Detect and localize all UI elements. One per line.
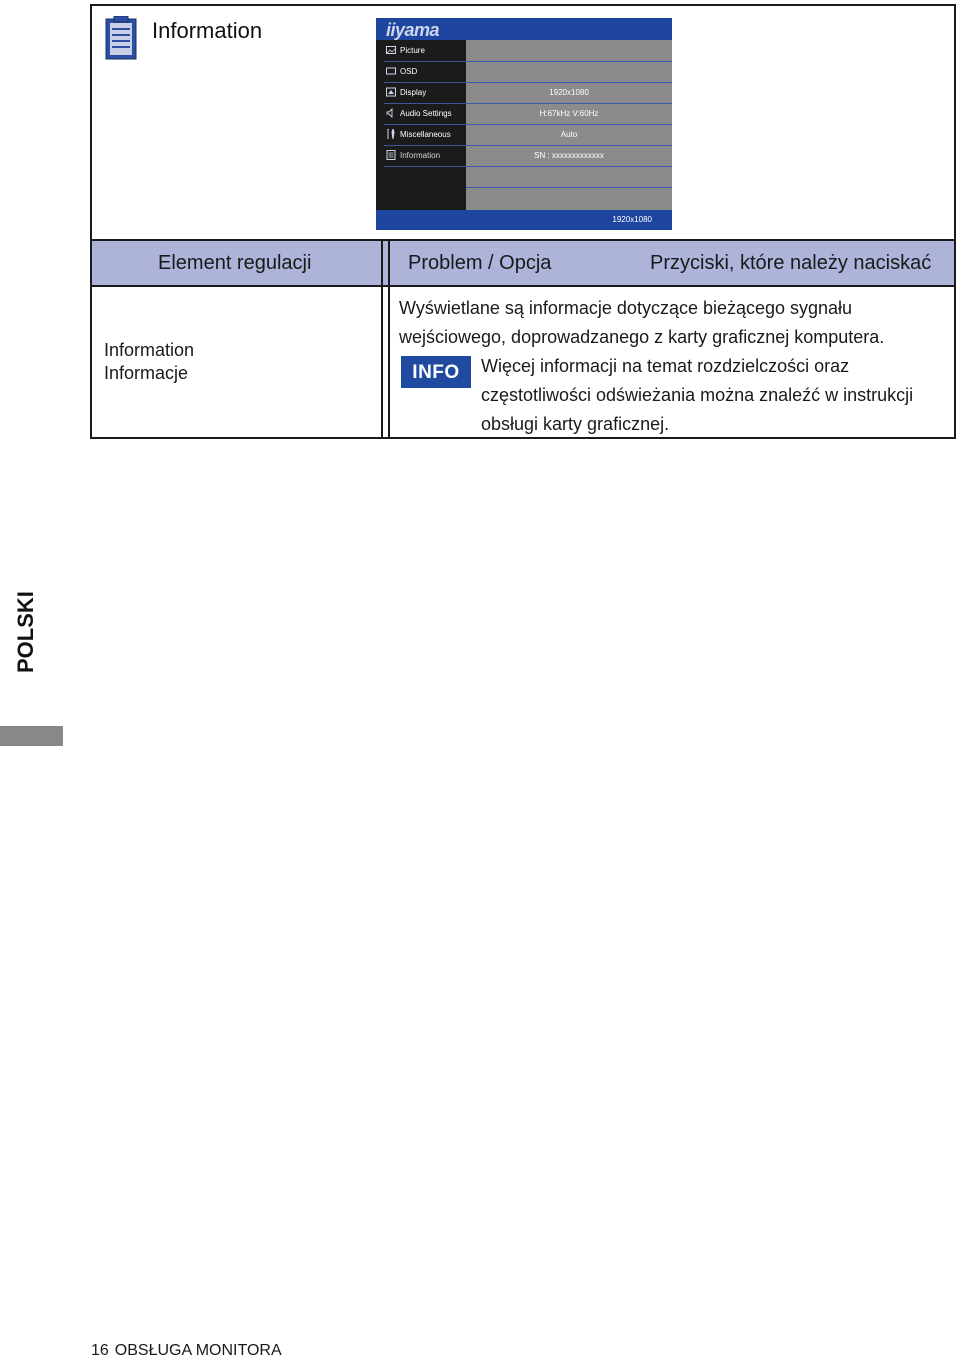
osd-menu-value: Auto	[560, 130, 578, 139]
column-header-problem: Problem / Opcja	[408, 252, 552, 274]
osd-menu-item-audio-settings	[376, 103, 672, 124]
picture-icon	[386, 45, 396, 55]
page-number: 16	[91, 1342, 109, 1359]
osd-divider	[466, 187, 672, 188]
document-icon	[105, 16, 137, 60]
osd-menu-value: 1920x1080	[549, 88, 589, 97]
table-cell-description	[399, 294, 951, 352]
osd-divider	[466, 166, 672, 167]
osd-menu-item-miscellaneous	[376, 124, 672, 145]
osd-menu-label: Information	[400, 151, 441, 160]
osd-menu-item-picture	[376, 40, 672, 61]
document-icon	[386, 150, 396, 160]
table-header	[92, 241, 954, 285]
column-header-element: Element regulacji	[158, 252, 312, 274]
osd-menu-item-display	[376, 82, 672, 103]
osd-menu-label: OSD	[400, 67, 418, 76]
osd-menu-label: Picture	[400, 46, 425, 55]
chapter-title: OBSŁUGA MONITORA	[114, 1342, 282, 1359]
info-line: Więcej informacji na temat rozdzielczości oraz	[481, 356, 850, 376]
info-note	[481, 352, 956, 439]
osd-menu-label: Audio Settings	[400, 109, 452, 118]
page-footer	[91, 1341, 288, 1361]
table-cell-item	[104, 339, 194, 385]
language-tab-label: POLSKI	[13, 591, 39, 673]
speaker-icon	[386, 108, 396, 118]
osd-menu-item-information	[376, 145, 672, 166]
osd-icon	[386, 66, 396, 76]
info-line: obsługi karty graficznej.	[481, 414, 670, 434]
info-line: częstotliwości odświeżania można znaleźć w instrukcji	[481, 385, 914, 405]
osd-menu-item-osd	[376, 61, 672, 82]
display-icon	[386, 87, 396, 97]
description-line: wejściowego, doprowadzanego z karty graficznej komputera.	[399, 327, 885, 347]
section-title: Information	[152, 18, 263, 43]
table-header-border	[92, 285, 954, 287]
column-header-buttons: Przyciski, które należy naciskać	[650, 252, 932, 274]
description-line: Wyświetlane są informacje dotyczące bieżącego sygnału	[399, 298, 853, 318]
language-tab-marker	[0, 726, 63, 746]
tools-icon	[386, 129, 396, 139]
column-divider	[388, 241, 390, 439]
osd-menu-screenshot	[376, 18, 672, 230]
item-name-pl: Informacje	[104, 363, 189, 383]
osd-resolution: 1920x1080	[612, 215, 652, 224]
osd-menu-value: H:67kHz V:60Hz	[539, 109, 599, 118]
osd-menu-label: Display	[400, 88, 427, 97]
osd-menu-value: SN : xxxxxxxxxxxxx	[534, 151, 604, 160]
osd-logo: iiyama	[386, 20, 440, 40]
info-badge: INFO	[401, 356, 471, 388]
osd-menu-label: Miscellaneous	[400, 130, 451, 139]
manual-frame	[90, 4, 956, 439]
item-name-en: Information	[104, 340, 195, 360]
column-divider	[381, 241, 383, 439]
osd-divider	[384, 166, 466, 167]
